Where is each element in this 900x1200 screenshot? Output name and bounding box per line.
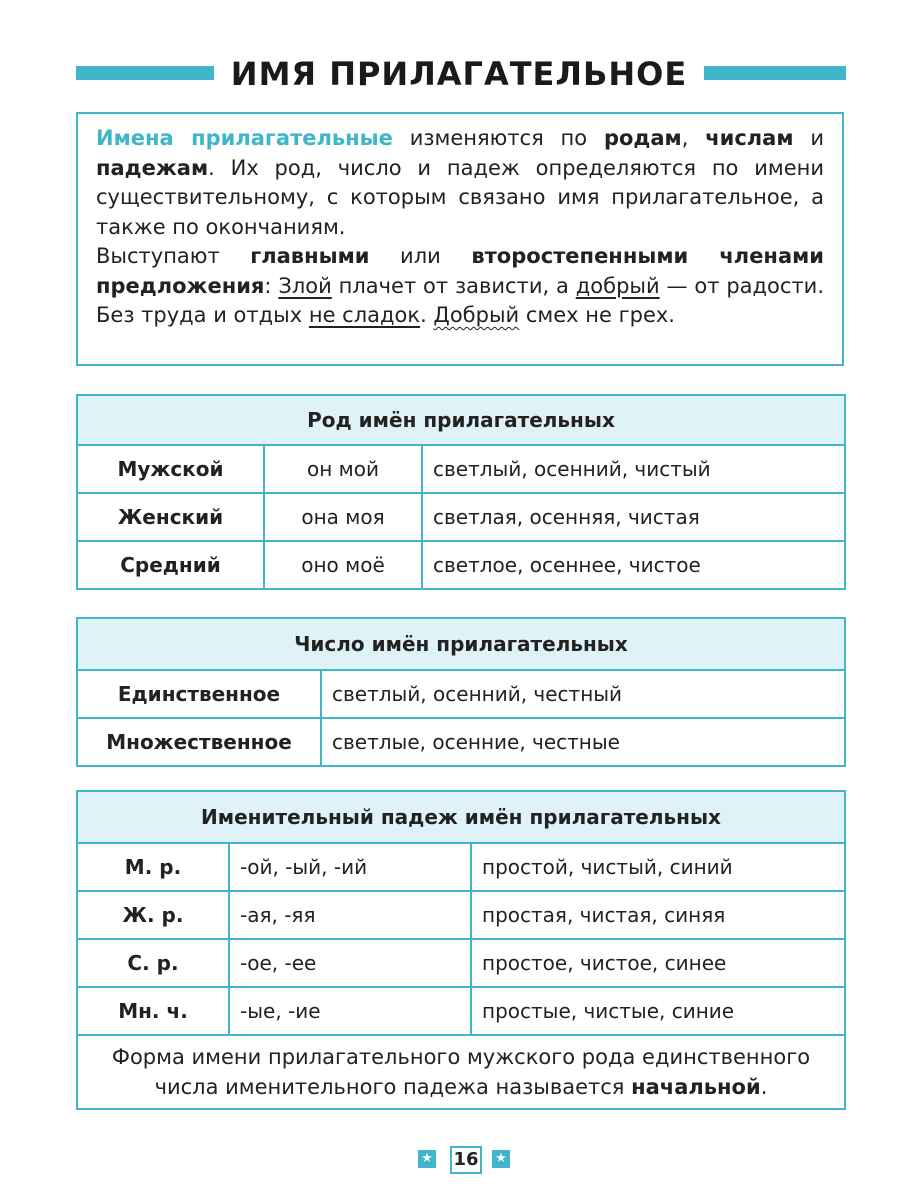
case-examples: простой, чистый, синий xyxy=(471,843,845,891)
rule-bold: главными xyxy=(250,244,370,268)
rule-box xyxy=(76,112,844,366)
number-examples: светлый, осенний, честный xyxy=(321,670,845,718)
table-row xyxy=(77,541,845,589)
example-subject: добрый xyxy=(575,273,660,298)
star-icon: ★ xyxy=(492,1150,510,1168)
rule-text: или xyxy=(369,244,472,268)
title-bar-right xyxy=(704,66,846,80)
gender-pronoun: она моя xyxy=(264,493,422,541)
table-row xyxy=(77,670,845,718)
page-title: ИМЯ ПРИЛАГАТЕЛЬНОЕ xyxy=(230,55,688,93)
rule-bold: родам xyxy=(603,126,682,150)
rule-text: , xyxy=(681,126,706,150)
case-endings: -ой, -ый, -ий xyxy=(229,843,471,891)
example-predicate: не сладок xyxy=(308,303,421,327)
rule-text: смех не грех. xyxy=(519,303,675,327)
gender-label: Средний xyxy=(77,541,264,589)
rule-text: . xyxy=(420,303,434,327)
gender-label: Мужской xyxy=(77,445,264,493)
page-number-block xyxy=(414,1146,514,1172)
page-number: 16 xyxy=(450,1146,482,1174)
case-label: Ж. р. xyxy=(77,891,229,939)
rule-term: Имена прилагательные xyxy=(96,126,393,150)
gender-table-title: Род имён прилагательных xyxy=(77,395,845,445)
number-examples: светлые, осенние, честные xyxy=(321,718,845,766)
table-row xyxy=(77,939,845,987)
rule-bold: падежам xyxy=(96,155,209,180)
rule-text: : xyxy=(264,273,279,298)
gender-label: Женский xyxy=(77,493,264,541)
case-label: М. р. xyxy=(77,843,229,891)
note-text: Форма имени прилагательного мужского рода единственного числа именительного падежа называется xyxy=(111,1045,811,1099)
rule-paragraph-2 xyxy=(96,242,824,331)
rule-text: . Их род, число и падеж определяются по имени существительному, с которым связано имя прилагательное, а также по окончаниям. xyxy=(96,155,824,239)
case-endings: -ые, -ие xyxy=(229,987,471,1035)
case-table xyxy=(76,790,846,1110)
gender-examples: светлое, осеннее, чистое xyxy=(422,541,845,589)
title-bar-left xyxy=(76,66,214,80)
rule-paragraph-1 xyxy=(96,124,824,242)
rule-text: и xyxy=(793,126,824,150)
gender-pronoun: оно моё xyxy=(264,541,422,589)
case-examples: простая, чистая, синяя xyxy=(471,891,845,939)
example-subject: Злой xyxy=(278,273,332,298)
case-note xyxy=(77,1035,845,1109)
table-row xyxy=(77,843,845,891)
table-row xyxy=(77,718,845,766)
rule-text: плачет от зависти, а xyxy=(331,273,576,298)
gender-examples: светлая, осенняя, чистая xyxy=(422,493,845,541)
rule-bold: числам xyxy=(705,126,794,150)
example-attribute: Добрый xyxy=(433,303,520,327)
table-row xyxy=(77,891,845,939)
gender-table xyxy=(76,394,846,590)
note-bold: начальной xyxy=(631,1075,761,1099)
rule-bold: второстепенными членами предложения xyxy=(96,244,824,298)
case-table-title: Именительный падеж имён прилагательных xyxy=(77,791,845,843)
number-table-title: Число имён прилагательных xyxy=(77,618,845,670)
table-row xyxy=(77,445,845,493)
case-label: Мн. ч. xyxy=(77,987,229,1035)
case-examples: простые, чистые, синие xyxy=(471,987,845,1035)
case-endings: -ое, -ее xyxy=(229,939,471,987)
case-examples: простое, чистое, синее xyxy=(471,939,845,987)
table-row xyxy=(77,493,845,541)
table-row xyxy=(77,987,845,1035)
rule-text: изменяются по xyxy=(392,126,604,150)
gender-examples: светлый, осенний, чистый xyxy=(422,445,845,493)
number-label: Единственное xyxy=(77,670,321,718)
case-label: С. р. xyxy=(77,939,229,987)
note-text: . xyxy=(760,1075,768,1099)
number-table xyxy=(76,617,846,767)
star-icon: ★ xyxy=(418,1150,436,1168)
gender-pronoun: он мой xyxy=(264,445,422,493)
case-endings: -ая, -яя xyxy=(229,891,471,939)
rule-text: — от радости. Без труда и отдых xyxy=(96,273,824,327)
number-label: Множественное xyxy=(77,718,321,766)
rule-text: Выступают xyxy=(96,244,251,268)
